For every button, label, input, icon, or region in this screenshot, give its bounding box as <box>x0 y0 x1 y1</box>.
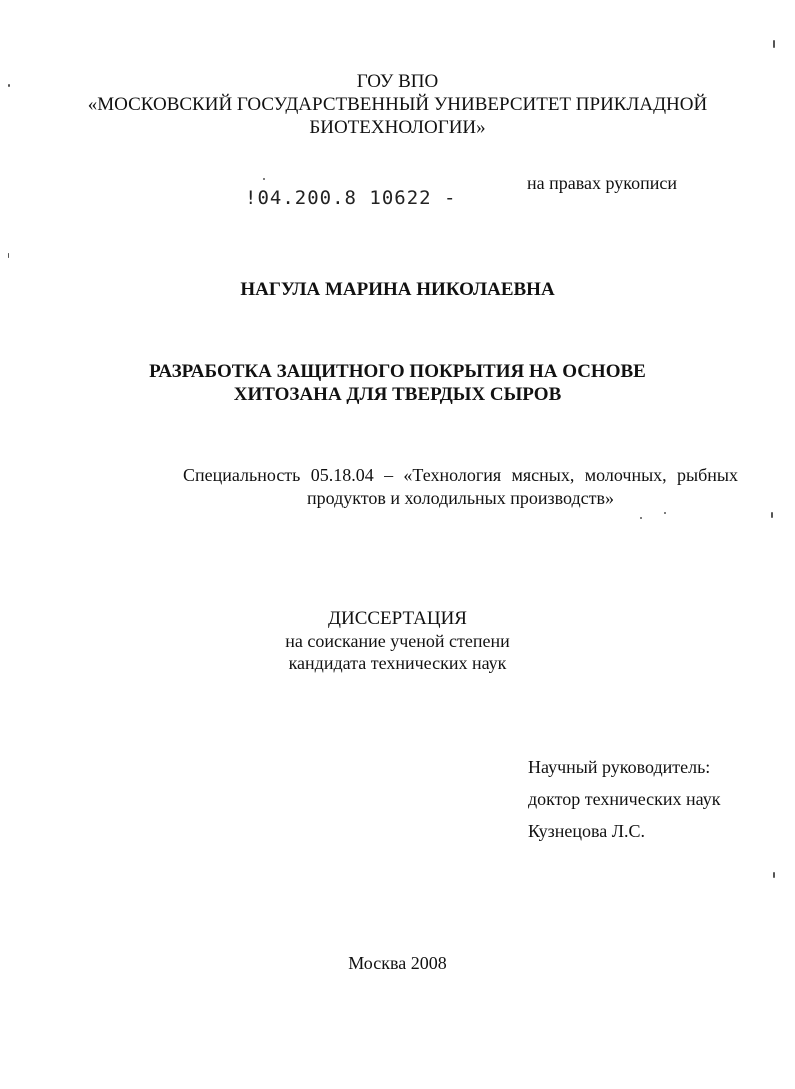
specialty-line-2: продуктов и холодильных производств» <box>306 488 615 508</box>
city-year <box>0 952 795 975</box>
dissertation-title <box>0 360 795 406</box>
dissertation-title-line-2: ХИТОЗАНА ДЛЯ ТВЕРДЫХ СЫРОВ <box>233 384 562 405</box>
specialty <box>183 464 738 510</box>
specialty-line-1: Специальность 05.18.04 – «Технология мясных, молочных, рыбных <box>183 465 738 485</box>
library-stamp-number: !04.200.8 10622 - <box>245 187 457 209</box>
dissertation-type <box>0 608 795 674</box>
rights-note: на правах рукописи <box>527 173 677 193</box>
dissertation-degree-line-2: кандидата технических наук <box>288 653 507 673</box>
dissertation-heading: ДИССЕРТАЦИЯ <box>328 608 467 629</box>
scan-speck <box>8 84 10 87</box>
supervisor-name: Кузнецова Л.С. <box>528 821 645 841</box>
scan-speck <box>263 178 265 180</box>
author-name-text: НАГУЛА МАРИНА НИКОЛАЕВНА <box>240 279 555 300</box>
scan-speck <box>640 517 642 519</box>
supervisor-block <box>528 756 721 852</box>
city-year-text: Москва 2008 <box>348 953 447 973</box>
organization-line-2: «МОСКОВСКИЙ ГОСУДАРСТВЕННЫЙ УНИВЕРСИТЕТ ПРИКЛАДНОЙ <box>87 94 708 115</box>
author-name <box>0 278 795 301</box>
scan-speck <box>773 872 775 878</box>
scan-speck <box>773 40 775 48</box>
organization-header <box>0 70 795 139</box>
scan-speck <box>8 253 9 258</box>
supervisor-degree: доктор технических наук <box>528 789 721 809</box>
supervisor-label: Научный руководитель: <box>528 757 711 777</box>
scan-speck <box>771 512 773 518</box>
organization-line-3: БИОТЕХНОЛОГИИ» <box>309 117 486 138</box>
organization-line-1: ГОУ ВПО <box>356 71 439 92</box>
scan-speck <box>664 512 666 514</box>
dissertation-title-line-1: РАЗРАБОТКА ЗАЩИТНОГО ПОКРЫТИЯ НА ОСНОВЕ <box>149 361 646 382</box>
dissertation-degree-line-1: на соискание ученой степени <box>285 631 510 651</box>
